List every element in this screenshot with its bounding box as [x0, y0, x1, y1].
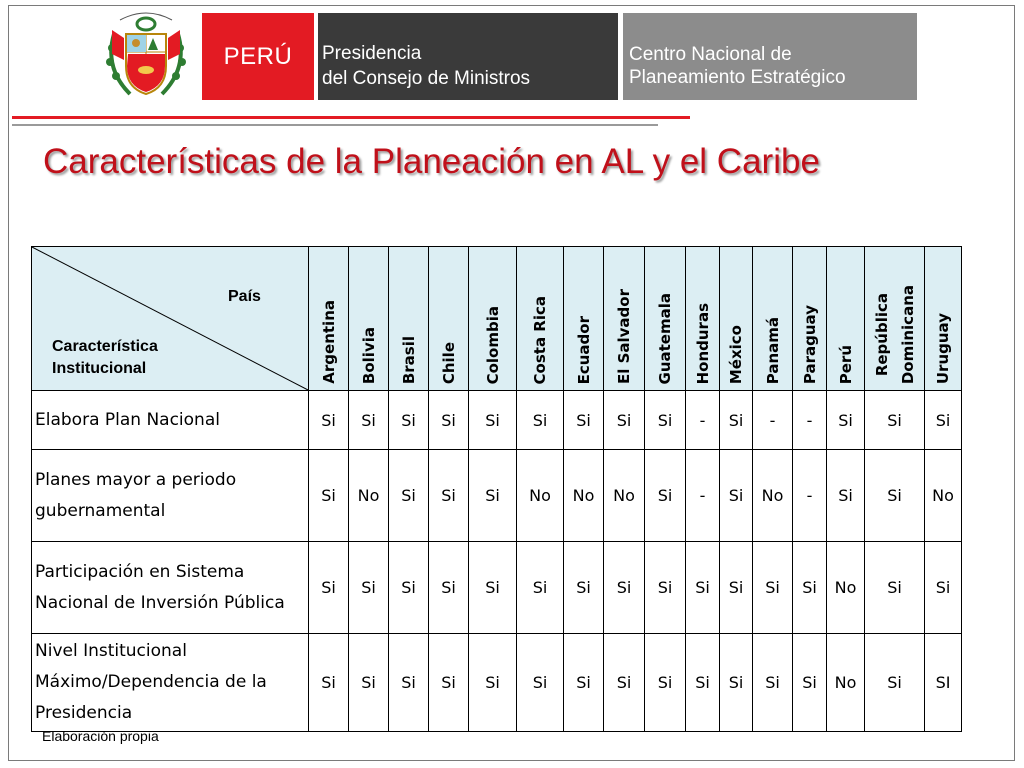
col-header-brasil [389, 247, 429, 391]
table-cell: Si [309, 450, 349, 542]
country-label: Brasil [399, 335, 418, 384]
table-cell: Si [389, 450, 429, 542]
table-cell: Si [429, 634, 469, 732]
ceplan-line2: Planeamiento Estratégico [629, 67, 846, 88]
country-label: Colombia [483, 305, 502, 384]
table-cell: Si [604, 542, 645, 634]
table-cell: Si [564, 634, 604, 732]
table-cell: Si [349, 542, 389, 634]
table-cell: Si [865, 391, 925, 450]
table-cell: No [753, 450, 793, 542]
table-cell: Si [720, 450, 753, 542]
table-cell: Si [309, 391, 349, 450]
ceplan-line1: Centro Nacional de [629, 44, 792, 65]
country-label-line1: República [872, 292, 891, 377]
peru-coat-of-arms-icon [100, 8, 192, 102]
country-label: Uruguay [934, 312, 952, 384]
row-label: Nivel Institucional Máximo/Dependencia de la Presidencia [32, 634, 309, 732]
table-cell: Si [793, 634, 827, 732]
table-cell: Si [645, 634, 686, 732]
table-cell: Si [753, 542, 793, 634]
table-row [32, 542, 962, 634]
table-cell: Si [389, 542, 429, 634]
corner-country-label: País [228, 288, 261, 305]
table-cell: - [793, 391, 827, 450]
country-label: Paraguay [800, 304, 819, 384]
table-cell: Si [309, 634, 349, 732]
table-cell: - [686, 391, 720, 450]
pcm-line1: Presidencia [322, 43, 422, 64]
table-cell: Si [793, 542, 827, 634]
country-label: El Salvador [615, 288, 633, 384]
col-header-mexico [720, 247, 753, 391]
table-cell: Si [517, 391, 564, 450]
table-cell: Si [349, 391, 389, 450]
col-header-panama [753, 247, 793, 391]
country-label: Chile [439, 341, 458, 384]
country-label-two-line [869, 285, 921, 384]
table-cell: No [604, 450, 645, 542]
table-cell: Si [389, 391, 429, 450]
table-cell: Si [686, 634, 720, 732]
row-label: Elabora Plan Nacional [32, 391, 309, 450]
col-header-ecuador [564, 247, 604, 391]
country-label: Perú [836, 344, 855, 384]
table-cell: Si [604, 391, 645, 450]
table-cell: - [686, 450, 720, 542]
table-cell: Si [645, 391, 686, 450]
table-row [32, 634, 962, 732]
col-header-guatemala [645, 247, 686, 391]
corner-characteristic-line2: Institucional [52, 360, 147, 377]
country-label: Bolivia [359, 326, 378, 384]
table-cell: SI [925, 634, 962, 732]
table-cell: Si [429, 450, 469, 542]
table-cell: Si [429, 391, 469, 450]
table-cell: Si [720, 542, 753, 634]
peru-brand-block [202, 13, 314, 100]
table-cell: Si [720, 391, 753, 450]
pcm-brand-block [318, 13, 618, 100]
table-body [32, 391, 962, 732]
country-label: Honduras [693, 302, 712, 384]
table-cell: Si [429, 542, 469, 634]
country-label: Costa Rica [531, 295, 549, 384]
col-header-paraguay [793, 247, 827, 391]
table-cell: Si [925, 542, 962, 634]
slide-title: Características de la Planeación en AL y el Caribe [43, 142, 820, 181]
col-header-argentina [309, 247, 349, 391]
corner-header-cell [32, 247, 309, 391]
table-cell: Si [604, 634, 645, 732]
col-header-honduras [686, 247, 720, 391]
table-cell: Si [686, 542, 720, 634]
country-label-line2: Dominicana [898, 284, 917, 384]
table-cell: - [753, 391, 793, 450]
corner-characteristic-label [52, 336, 158, 380]
col-header-costa-rica [517, 247, 564, 391]
header-divider-gray [12, 124, 658, 126]
table-cell: No [925, 450, 962, 542]
planning-characteristics-table [31, 246, 962, 732]
table-cell: Si [865, 542, 925, 634]
table-cell: Si [720, 634, 753, 732]
col-header-republica-dominicana [865, 247, 925, 391]
table-cell: Si [645, 542, 686, 634]
col-header-bolivia [349, 247, 389, 391]
table-cell: No [827, 542, 865, 634]
corner-characteristic-line1: Característica [52, 338, 158, 355]
table-cell: Si [349, 634, 389, 732]
country-label: Ecuador [574, 315, 593, 384]
pcm-line2: del Consejo de Ministros [322, 68, 531, 89]
table-cell: Si [517, 542, 564, 634]
table-cell: Si [564, 391, 604, 450]
table-cell: Si [865, 450, 925, 542]
source-footnote: Elaboración propia [42, 728, 159, 744]
country-label: Argentina [319, 300, 338, 384]
table-cell: No [564, 450, 604, 542]
table-cell: Si [469, 634, 517, 732]
table-cell: Si [645, 450, 686, 542]
row-label: Participación en Sistema Nacional de Inversión Pública [32, 542, 309, 634]
table-cell: - [793, 450, 827, 542]
table-cell: Si [865, 634, 925, 732]
peru-label: PERÚ [223, 42, 293, 70]
country-label: México [727, 324, 745, 384]
table-cell: Si [753, 634, 793, 732]
table-cell: No [349, 450, 389, 542]
header-divider-red [12, 116, 690, 119]
table-row [32, 391, 962, 450]
table-cell: Si [827, 450, 865, 542]
col-header-colombia [469, 247, 517, 391]
table-row [32, 450, 962, 542]
table-cell: No [517, 450, 564, 542]
table-header-row [32, 247, 962, 391]
table-cell: Si [389, 634, 429, 732]
col-header-el-salvador [604, 247, 645, 391]
country-label: Guatemala [656, 292, 674, 384]
table-cell: Si [309, 542, 349, 634]
table-cell: Si [517, 634, 564, 732]
table-cell: Si [469, 450, 517, 542]
col-header-chile [429, 247, 469, 391]
col-header-uruguay [925, 247, 962, 391]
table-cell: No [827, 634, 865, 732]
table-cell: Si [469, 542, 517, 634]
table-cell: Si [827, 391, 865, 450]
country-label: Panamá [763, 316, 782, 384]
table-cell: Si [925, 391, 962, 450]
ceplan-brand-block [623, 13, 917, 100]
table-cell: Si [469, 391, 517, 450]
row-label: Planes mayor a periodo gubernamental [32, 450, 309, 542]
col-header-peru [827, 247, 865, 391]
table-cell: Si [564, 542, 604, 634]
